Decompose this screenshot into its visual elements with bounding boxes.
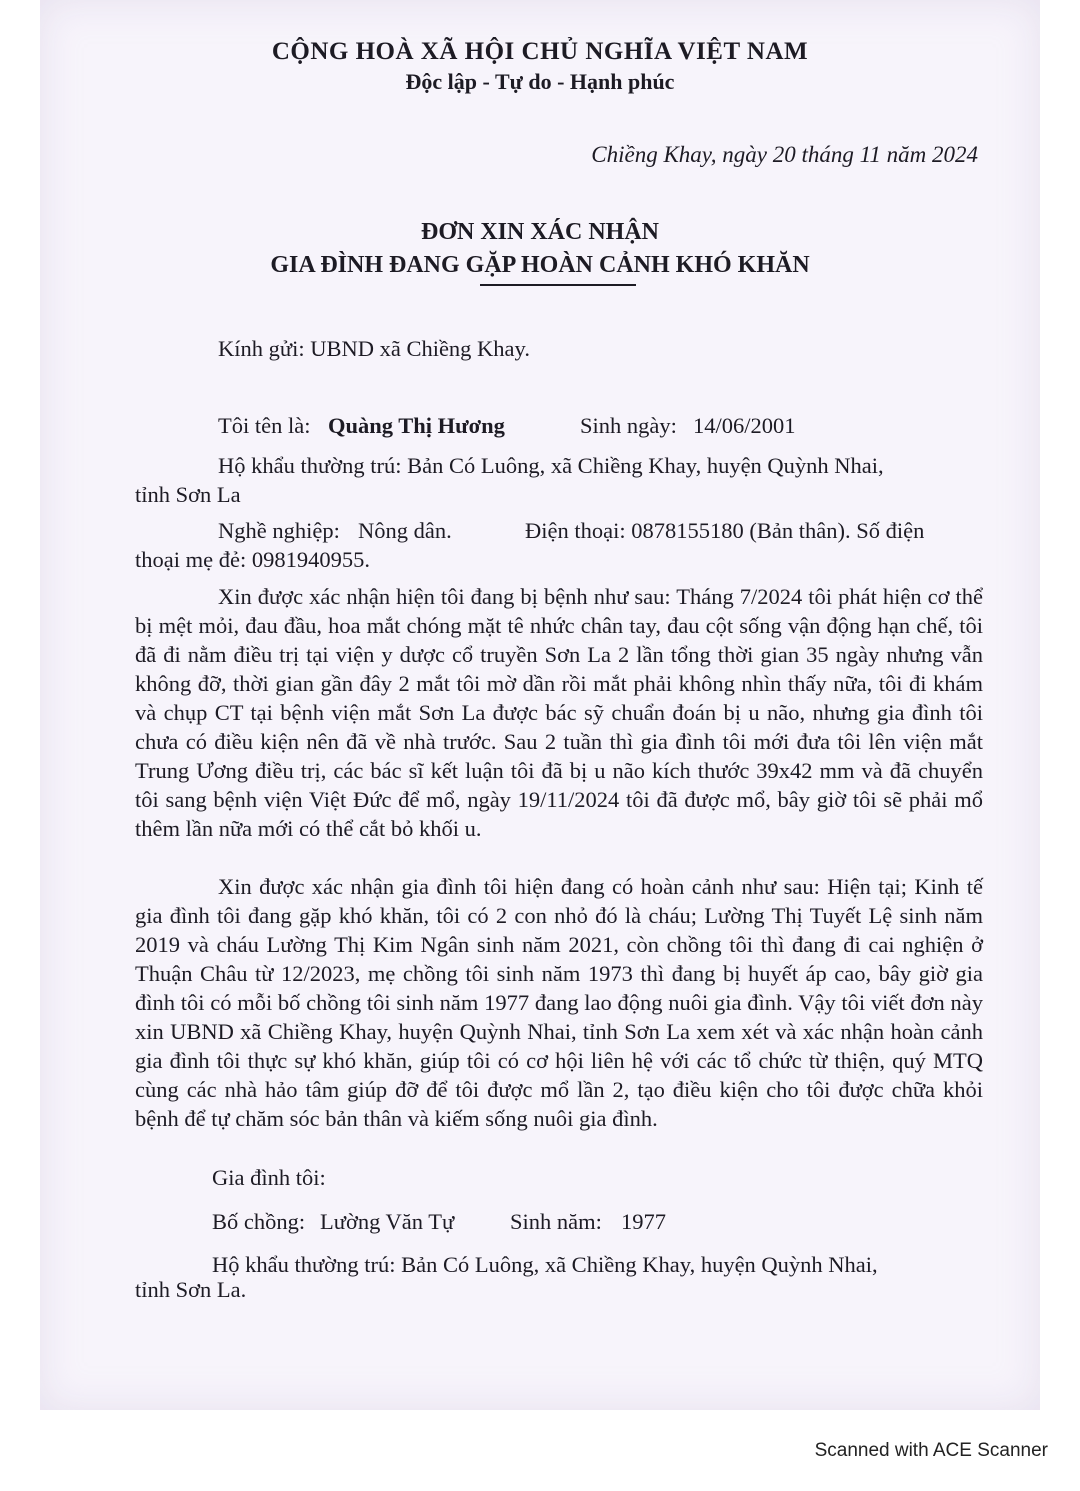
medical-paragraph: Xin được xác nhận hiện tôi đang bị bệnh như sau: Tháng 7/2024 tôi phát hiện cơ thể bị mệt mỏi, đau đầu, hoa mắt chóng mặt tê nhức chân tay, đau cột sống vận động hạn chế, tôi đã đi nằm điều trị tại viện y dược cổ truyền Sơn La 2 lần tổng thời gian 35 ngày nhưng vẫn không đỡ, thời gian gần đây 2 mắt tôi mờ dần rồi mắt phải không nhìn thấy nữa, tôi đi khám và chụp CT tại bệnh viện mắt Sơn La được bác sỹ chuẩn đoán bị u não, nhưng gia đình tôi chưa có điều kiện nên đã về nhà trước. Sau 2 tuần thì gia đình tôi mới đưa tôi lên viện mắt Trung Ương điều trị, các bác sĩ kết luận tôi đã bị u não kích thước 39x42 mm và đã chuyển tôi sang bệnh viện Việt Đức để mổ, ngày 19/11/2024 tôi đã được mổ, bây giờ tôi sẽ phải mổ thêm lần nữa mới có thể cắt bỏ khối u. xyxy=(135,584,983,841)
birth-year-label: Sinh năm: xyxy=(510,1209,602,1234)
applicant-name: Quàng Thị Hương xyxy=(328,413,505,438)
family-paragraph: Xin được xác nhận gia đình tôi hiện đang có hoàn cảnh như sau: Hiện tại; Kinh tế gia đình tôi đang gặp khó khăn, tôi có 2 con nhỏ đó là cháu; Lường Thị Tuyết Lệ sinh năm 2019 và cháu Lường Thị Kim Ngân sinh năm 2021, còn chồng tôi thì đang đi cai nghiện ở Thuận Châu từ 12/2023, mẹ chồng tôi sinh năm 1973 thì đang bị huyết áp cao, bây giờ gia đình tôi có mỗi bố chồng tôi sinh năm 1977 đang lao động nuôi gia đình. Vậy tôi viết đơn này xin UBND xã Chiềng Khay, huyện Quỳnh Nhai, tỉnh Sơn La xem xét và xác nhận hoàn cảnh gia đình tôi thực sự khó khăn, giúp tôi có cơ hội liên hệ với các tổ chức từ thiện, quý MTQ cùng các nhà hảo tâm giúp đỡ để tôi được mổ lần 2, tạo điều kiện cho tôi được chữa khỏi bệnh để tự chăm sóc bản thân và kiếm sống nuôi gia đình. xyxy=(135,874,983,1131)
residence-line2: tỉnh Sơn La xyxy=(135,482,241,507)
place-date: Chiềng Khay, ngày 20 tháng 11 năm 2024 xyxy=(591,142,978,167)
scanner-watermark: Scanned with ACE Scanner xyxy=(814,1440,1048,1461)
applicant-dob: 14/06/2001 xyxy=(693,413,796,438)
document-title-line2: GIA ĐÌNH ĐANG GẶP HOÀN CẢNH KHÓ KHĂN xyxy=(270,252,810,278)
title-underline xyxy=(480,284,636,286)
occupation-value: Nông dân. xyxy=(358,518,452,543)
relation-label: Bố chồng: xyxy=(212,1209,306,1234)
scanned-document xyxy=(40,0,1040,1410)
family-member-birth-year: 1977 xyxy=(621,1209,666,1234)
dob-label: Sinh ngày: xyxy=(580,413,677,438)
family-heading: Gia đình tôi: xyxy=(212,1165,326,1190)
residence-line1: Hộ khẩu thường trú: Bản Có Luông, xã Chiềng Khay, huyện Quỳnh Nhai, xyxy=(218,453,884,478)
phone-line: Điện thoại: 0878155180 (Bản thân). Số điện xyxy=(525,518,925,543)
family-residence-line2: tỉnh Sơn La. xyxy=(135,1277,247,1302)
family-member-name: Lường Văn Tự xyxy=(320,1209,455,1234)
document-title-line1: ĐƠN XIN XÁC NHẬN xyxy=(421,219,659,245)
recipient: Kính gửi: UBND xã Chiềng Khay. xyxy=(218,336,530,361)
name-label: Tôi tên là: xyxy=(218,413,311,438)
national-title: CỘNG HOÀ XÃ HỘI CHỦ NGHĨA VIỆT NAM xyxy=(271,38,809,65)
family-residence-line1: Hộ khẩu thường trú: Bản Có Luông, xã Chiềng Khay, huyện Quỳnh Nhai, xyxy=(212,1252,878,1277)
mother-phone: thoại mẹ đẻ: 0981940955. xyxy=(135,547,370,572)
national-motto: Độc lập - Tự do - Hạnh phúc xyxy=(405,69,675,94)
occupation-label: Nghề nghiệp: xyxy=(218,518,340,543)
